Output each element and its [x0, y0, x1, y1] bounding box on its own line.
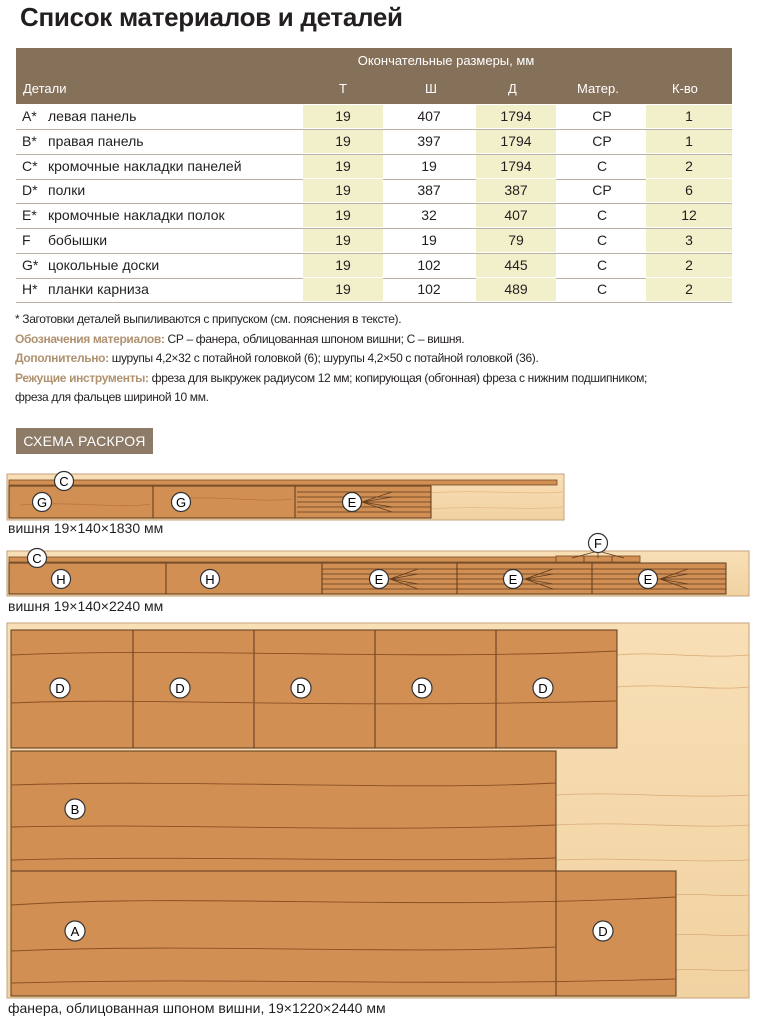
cell-material: СР	[592, 133, 612, 149]
cell-l: 387	[504, 182, 528, 198]
svg-text:D: D	[175, 681, 185, 696]
cell-t: 19	[335, 281, 351, 297]
label-h	[52, 570, 71, 589]
cell-w: 19	[421, 232, 437, 248]
cell-qty: 2	[685, 257, 693, 273]
cutting-diagram	[0, 465, 763, 1021]
label-g	[33, 493, 52, 512]
svg-text:A: A	[70, 924, 80, 939]
part-c-strip	[9, 557, 556, 562]
extra-note	[15, 349, 750, 369]
column-header-t: Т	[339, 81, 347, 96]
label-e	[639, 570, 658, 589]
part-h	[166, 563, 322, 594]
part-name: полки	[48, 182, 86, 198]
cell-material: СР	[592, 182, 612, 198]
part-d	[556, 871, 676, 996]
table-row	[16, 228, 732, 254]
cell-qty: 12	[681, 207, 697, 223]
column-header-material: Матер.	[577, 81, 619, 96]
part-code: G*	[22, 257, 39, 273]
cell-l: 445	[504, 257, 528, 273]
board-2-caption: вишня 19×140×2240 мм	[8, 598, 164, 614]
part-b	[11, 751, 556, 871]
svg-text:D: D	[598, 924, 608, 939]
svg-text:D: D	[296, 681, 306, 696]
page-title: Список материалов и деталей	[20, 2, 403, 32]
cell-l: 489	[504, 281, 528, 297]
table-row	[16, 154, 732, 180]
cell-qty: 1	[685, 108, 693, 124]
label-d	[412, 678, 432, 698]
table-row	[16, 129, 732, 155]
label-e	[370, 570, 389, 589]
materials-note	[15, 330, 750, 350]
svg-text:B: B	[70, 802, 80, 817]
part-code: E*	[22, 207, 37, 223]
part-name: кромочные накладки панелей	[48, 158, 242, 174]
svg-text:F: F	[594, 536, 602, 551]
footnote: * Заготовки деталей выпиливаются с припуском (см. пояснения в тексте).	[15, 312, 402, 326]
cell-w: 387	[417, 182, 441, 198]
svg-text:E: E	[347, 495, 357, 510]
cell-w: 397	[417, 133, 441, 149]
svg-text:E: E	[374, 572, 384, 587]
part-code: H*	[22, 281, 38, 297]
cell-t: 19	[335, 207, 351, 223]
label-b	[65, 799, 85, 819]
cell-material: С	[596, 232, 608, 248]
board-cherry-1830	[7, 474, 564, 520]
part-code: F	[22, 232, 31, 248]
label-h	[201, 570, 220, 589]
label-e	[504, 570, 523, 589]
table-super-header: Окончательные размеры, мм	[357, 53, 535, 68]
svg-text:D: D	[538, 681, 548, 696]
part-d	[11, 630, 133, 748]
part-name: кромочные накладки полок	[48, 207, 225, 223]
label-a	[65, 921, 85, 941]
part-d	[133, 630, 254, 748]
cell-w: 102	[417, 257, 441, 273]
tools-label: Режущие инструменты:	[15, 370, 149, 385]
tools-note	[15, 369, 750, 389]
svg-text:D: D	[55, 681, 65, 696]
plywood-sheet	[7, 623, 749, 998]
notes	[15, 310, 750, 408]
cell-l: 1794	[500, 108, 532, 124]
cell-t: 19	[335, 158, 351, 174]
cell-l: 407	[504, 207, 528, 223]
svg-text:E: E	[508, 572, 518, 587]
svg-text:H: H	[56, 572, 66, 587]
svg-text:C: C	[32, 551, 42, 566]
part-name: планки карниза	[48, 281, 149, 297]
part-d	[254, 630, 375, 748]
label-d	[291, 678, 311, 698]
svg-text:C: C	[59, 474, 69, 489]
table-row	[16, 104, 732, 130]
column-header-qty: К-во	[672, 81, 698, 96]
table-row	[16, 203, 732, 229]
cell-w: 32	[421, 207, 437, 223]
label-g	[172, 493, 191, 512]
cell-l: 1794	[500, 133, 532, 149]
cell-material: С	[596, 257, 608, 273]
part-name: бобышки	[48, 232, 108, 248]
part-code: A*	[22, 108, 37, 124]
materials-text: СР – фанера, облицованная шпоном вишни; С – вишня.	[164, 331, 465, 346]
column-header-l: Д	[508, 81, 517, 96]
label-f	[589, 534, 608, 553]
label-c	[28, 549, 47, 568]
part-name: правая панель	[48, 133, 144, 149]
cell-w: 407	[417, 108, 441, 124]
svg-text:G: G	[36, 495, 48, 510]
cell-material: С	[596, 281, 608, 297]
part-c-strip	[9, 480, 557, 485]
part-g	[9, 486, 153, 518]
svg-text:E: E	[643, 572, 653, 587]
table-row	[16, 253, 732, 279]
svg-text:G: G	[175, 495, 187, 510]
part-h	[9, 563, 166, 594]
cell-t: 19	[335, 182, 351, 198]
part-code: D*	[22, 182, 38, 198]
label-c	[55, 472, 74, 491]
label-d	[533, 678, 553, 698]
cell-material: СР	[592, 108, 612, 124]
cell-w: 102	[417, 281, 441, 297]
part-code: C*	[22, 158, 38, 174]
cell-qty: 1	[685, 133, 693, 149]
svg-text:D: D	[417, 681, 427, 696]
materials-label: Обозначения материалов:	[15, 331, 165, 346]
part-name: цокольные доски	[48, 257, 160, 273]
extra-label: Дополнительно:	[15, 351, 109, 365]
table-row	[16, 178, 732, 204]
cell-qty: 2	[685, 281, 693, 297]
cell-t: 19	[335, 257, 351, 273]
column-header-parts: Детали	[23, 81, 67, 96]
table-header	[16, 48, 732, 104]
label-e	[343, 493, 362, 512]
cell-w: 19	[421, 158, 437, 174]
part-d	[375, 630, 496, 748]
tools-text: фреза для выкружек радиусом 12 мм; копирующая (обгонная) фреза с нижним подшипником;	[148, 370, 648, 385]
label-d	[170, 678, 190, 698]
cell-l: 79	[508, 232, 524, 248]
board-1-caption: вишня 19×140×1830 мм	[8, 520, 164, 536]
table-row	[16, 277, 732, 303]
cell-l: 1794	[500, 158, 532, 174]
tools-note-continued: фреза для фальцев шириной 10 мм.	[15, 390, 209, 404]
cutting-diagram-heading: СХЕМА РАСКРОЯ	[16, 428, 153, 454]
cell-qty: 2	[685, 158, 693, 174]
part-name: левая панель	[48, 108, 137, 124]
extra-text: шурупы 4,2×32 с потайной головкой (6); шурупы 4,2×50 с потайной головкой (36).	[108, 351, 539, 365]
svg-text:H: H	[205, 572, 215, 587]
cell-qty: 6	[685, 182, 693, 198]
cell-t: 19	[335, 232, 351, 248]
part-a	[11, 871, 556, 996]
column-header-w: Ш	[425, 81, 437, 96]
cell-t: 19	[335, 108, 351, 124]
cell-t: 19	[335, 133, 351, 149]
label-d	[593, 921, 613, 941]
cell-material: С	[596, 207, 608, 223]
cell-qty: 3	[685, 232, 693, 248]
part-d	[496, 630, 617, 748]
plywood-caption: фанера, облицованная шпоном вишни, 19×1220×2440 мм	[8, 1000, 386, 1016]
part-code: B*	[22, 133, 37, 149]
label-d	[50, 678, 70, 698]
cell-material: С	[596, 158, 608, 174]
